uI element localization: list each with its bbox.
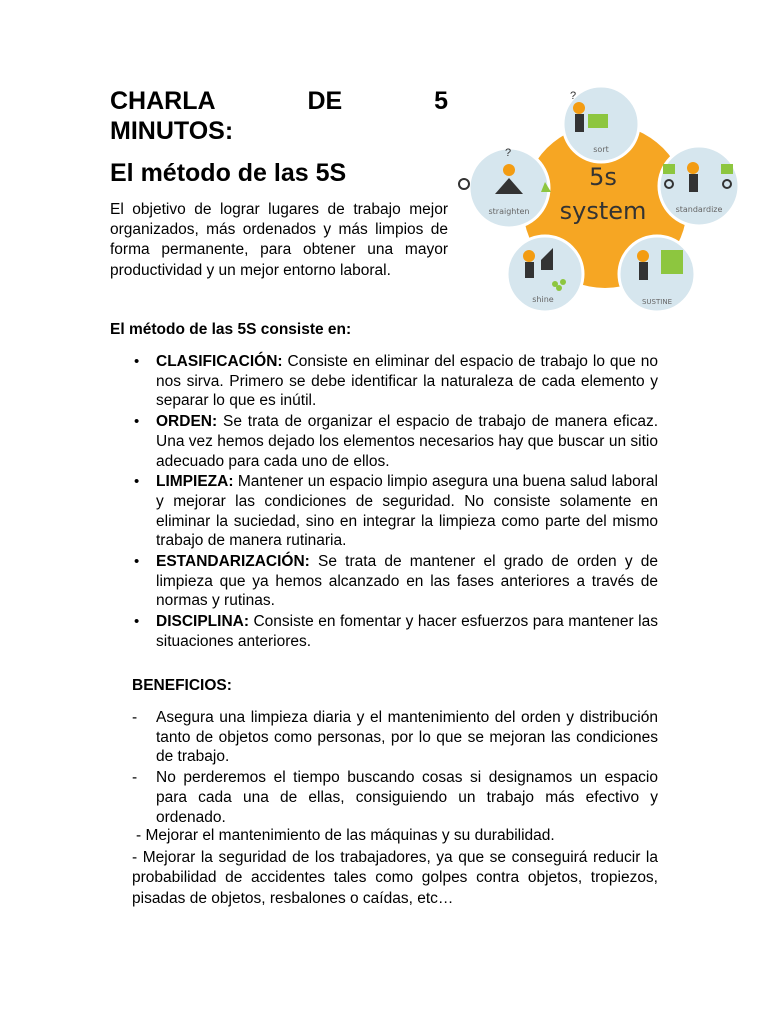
straighten-node <box>459 147 551 228</box>
5s-system-graphic <box>455 84 745 314</box>
title-line-1 <box>110 86 448 116</box>
title-block <box>110 86 448 281</box>
sort-label: sort <box>593 145 609 154</box>
consists-heading: El método de las 5S consiste en: <box>110 321 352 338</box>
title-line-2: MINUTOS: <box>110 117 234 145</box>
subtitle: El método de las 5S <box>110 159 347 187</box>
intro-paragraph: El objetivo de lograr lugares de trabajo mejor organizados, más ordenados y más limpios de forma permanente, para obtener una mayor productividad y un mejor entorno laboral. <box>110 201 448 279</box>
term: DISCIPLINA: <box>156 613 249 631</box>
description: Mantener un espacio limpio asegura una buena salud laboral y mejorar las condiciones de seguridad. No consiste solamente en eliminar la suciedad, sino en integrar la limpieza como parte del mismo trabajo de manera rutinaria. <box>156 473 658 550</box>
methods-list <box>132 352 658 653</box>
benefit-item-maintenance: - Mejorar el mantenimiento de las máquinas y su durabilidad. <box>136 827 555 844</box>
term: CLASIFICACIÓN: <box>156 353 283 370</box>
title-word-de: DE <box>307 87 343 115</box>
title-word-charla: CHARLA <box>110 87 216 115</box>
description: Se trata de mantener el grado de orden y de limpieza que ya hemos alcanzado en las fases anteriores a través de normas y rutinas. <box>156 553 658 610</box>
benefit-text: Asegura una limpieza diaria y el mantenimiento del orden y distribución tanto de objetos como personas, por lo que se mejoran las condiciones de trabajo. <box>156 709 658 766</box>
standardize-label: standardize <box>675 205 723 214</box>
center-label-5s: 5s <box>589 163 617 191</box>
bullet-icon: • <box>134 613 140 631</box>
benefit-item <box>130 768 658 827</box>
dash-marker: - <box>132 709 138 726</box>
sort-node <box>563 86 639 162</box>
bullet-icon: • <box>134 473 140 491</box>
svg-text:?: ? <box>570 90 577 102</box>
benefit-text: No perderemos el tiempo buscando cosas si designamos un espacio para cada una de ellas, consiguiendo un trabajo más efectivo y ordenado. <box>156 769 658 826</box>
shine-label: shine <box>532 295 554 304</box>
sustine-node <box>619 236 695 312</box>
benefit-item <box>130 708 658 767</box>
center-label-system: system <box>559 197 647 225</box>
list-item-orden <box>132 412 658 471</box>
benefits-list <box>130 708 658 828</box>
list-item-clasificacion <box>132 352 658 411</box>
title-word-5: 5 <box>434 87 448 115</box>
term: ORDEN: <box>156 413 218 431</box>
sustine-label: SUSTINE <box>641 298 673 306</box>
5s-system-diagram <box>455 84 745 314</box>
shine-node <box>507 236 583 312</box>
list-item-disciplina <box>132 612 658 651</box>
straighten-label: straighten <box>488 207 530 216</box>
term: ESTANDARIZACIÓN: <box>156 553 310 571</box>
benefits-heading: BENEFICIOS: <box>132 677 232 694</box>
standardize-node <box>659 146 739 226</box>
bullet-icon: • <box>134 413 140 431</box>
list-item-limpieza <box>132 472 658 551</box>
dash-marker: - <box>132 769 138 787</box>
svg-text:?: ? <box>505 147 512 159</box>
term: LIMPIEZA: <box>156 473 234 491</box>
bullet-icon: • <box>134 553 140 571</box>
description: Se trata de organizar el espacio de trabajo de manera eficaz. Una vez hemos dejado los elementos necesarios hay que buscar un sitio adecuado para cada uno de ellos. <box>156 413 658 470</box>
description: Consiste en eliminar del espacio de trabajo lo que no nos sirva. Primero se debe identificar la naturaleza de cada elemento y separar lo que es inútil. <box>156 353 658 410</box>
list-item-estandarizacion <box>132 552 658 611</box>
description: Consiste en fomentar y hacer esfuerzos para mantener las situaciones anteriores. <box>156 613 658 650</box>
bullet-icon: • <box>134 353 140 370</box>
benefit-item-safety: - Mejorar la seguridad de los trabajadores, ya que se conseguirá reducir la probabilidad de accidentes tales como golpes contra objetos, tropiezos, pisadas de objetos, resbalones o caídas, etc… <box>132 849 658 907</box>
